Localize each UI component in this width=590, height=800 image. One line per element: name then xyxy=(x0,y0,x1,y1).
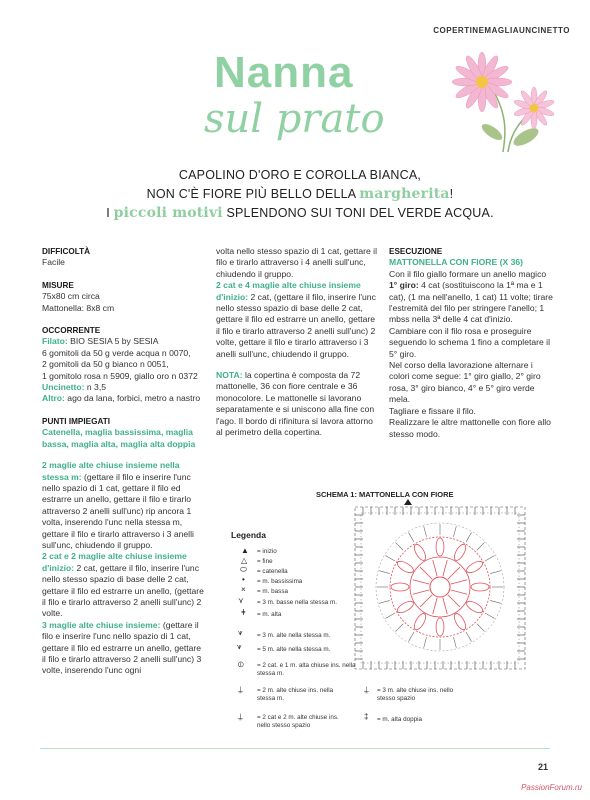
three-dc-cluster-symbol-icon: ⍊ xyxy=(364,685,369,694)
chart-petal xyxy=(452,543,468,563)
stitch-def-3-label: 3 maglie alte chiuse insieme: xyxy=(42,619,161,630)
chart-petal xyxy=(396,599,416,615)
chart-inner-spoke xyxy=(420,595,432,607)
measures-size: 75x80 cm circa xyxy=(42,291,100,302)
footer-rule xyxy=(40,748,550,749)
chart-petal xyxy=(465,599,485,615)
execution-step-5: Tagliare e fissare il filo. xyxy=(389,405,476,416)
legend-item-3: = m. bassissima xyxy=(257,578,303,585)
hook-line xyxy=(42,382,207,393)
materials-heading: OCCORRENTE xyxy=(42,326,101,336)
chart-petal xyxy=(436,618,444,636)
chart-outer-spoke xyxy=(485,613,495,619)
intro-text xyxy=(60,166,540,223)
stitch-def-3 xyxy=(42,620,207,677)
note-label: NOTA: xyxy=(216,370,243,381)
chain-symbol-icon: ⬭ xyxy=(240,565,247,574)
ch2-two-dc-cluster-symbol-icon: ⍊ xyxy=(238,712,243,721)
other-line xyxy=(42,393,207,404)
daisy-illustration xyxy=(448,52,558,162)
page-subtitle: sul prato xyxy=(204,96,385,142)
slip-stitch-symbol-icon: • xyxy=(242,575,245,584)
hook-label: Uncinetto: xyxy=(42,382,85,393)
chart-outer-spoke xyxy=(385,556,395,562)
chart-inner-spoke xyxy=(443,598,447,614)
other-label: Altro: xyxy=(42,393,65,404)
chart-outer-spoke xyxy=(379,571,390,574)
legend-item-6: = m. alta xyxy=(257,611,282,618)
execution-subheading: MATTONELLA CON FIORE (X 36) xyxy=(389,257,523,268)
chart-petal xyxy=(412,543,428,563)
end-symbol-icon: △ xyxy=(241,556,248,565)
intro-line-3c: SPLENDONO SUI TONI DEL VERDE ACQUA. xyxy=(222,206,494,220)
crochet-chart-diagram xyxy=(349,497,531,675)
stitch-def-2-text: 2 cat, gettare il filo, inserire l'unc nello stesso spazio di base delle 2 cat, gettare il filo ed estrarre un anello, (gettare il filo e tirarlo attraverso 2 anelli sull'unc) 2 volte. xyxy=(42,562,204,619)
legend-item-13: = m. alta doppia xyxy=(377,716,422,723)
yarn-label: Filato: xyxy=(42,336,68,347)
yarn-color-3: 1 gomitolo rosa n 5909, giallo oro n 0372 xyxy=(42,370,198,381)
stitch-def-4-label: 2 cat e 4 maglie alte chiuse insieme d'inizio: xyxy=(216,280,361,302)
stitch-def-3-cont: volta nello stesso spazio di 1 cat, gettare il filo e tirarlo attraverso i 4 anelli sull'unc, chiudendo il gruppo. xyxy=(216,246,377,279)
chart-inner-spoke xyxy=(448,595,460,607)
legend-title: Legenda xyxy=(231,530,266,540)
magazine-section-label: COPERTINEMAGLIAUNCINETTO xyxy=(433,26,570,35)
chart-outer-spoke xyxy=(490,600,501,603)
stitch-def-1-text: (gettare il filo e inserire l'unc nello spazio di 1 cat, gettare il filo ed estrarre un anello, gettare il filo e tirarlo attraverso 2 anelli sull'unc) rip ancora 1 volta, inserendo l'unc nella stessa m, gettare il filo e tirarlo attraverso i 3 anelli sull'unc, chiudendo il gruppo. xyxy=(42,471,194,550)
column-right xyxy=(389,246,554,440)
round-1-text: 4 cat (sostituiscono la 1ª ma e 1 cat), (1 ma nell'anello, 1 cat) 11 volte; tirare l'estremità del filo per stringere l'anello; 1 mbss nella 3ª delle 4 cat d'inizio. xyxy=(389,280,553,325)
difficulty-value: Facile xyxy=(42,257,65,268)
intro-line-3a: I xyxy=(106,206,114,220)
two-dc-cluster-symbol-icon: ⍊ xyxy=(238,685,243,694)
legend-item-11: = 3 m. alte chiuse ins. nello stesso spazio xyxy=(377,687,454,702)
chart-inner-spoke xyxy=(413,590,429,594)
five-dc-same-stitch-symbol-icon: ⩛ xyxy=(237,642,242,651)
treble-crochet-symbol-icon: ‡ xyxy=(364,712,369,721)
chart-outer-spoke xyxy=(466,632,472,642)
chart-inner-spoke xyxy=(433,598,437,614)
chart-outer-spoke xyxy=(424,526,427,537)
stitches-list: Catenella, maglia bassissima, maglia bassa, maglia alta, maglia alta doppia xyxy=(42,427,196,449)
chart-inner-spoke xyxy=(443,560,447,576)
legend-item-9: = 2 cat. e 1 m. alta chiuse ins. nella stessa m. xyxy=(257,662,356,677)
execution-step-3: Cambiare con il filo rosa e proseguire seguendo lo schema 1 fino a completare il 5° giro. xyxy=(389,325,550,359)
stitch-def-4 xyxy=(216,280,379,360)
chart-petal xyxy=(412,612,428,632)
note xyxy=(216,370,379,438)
chart-outer-spoke xyxy=(424,637,427,648)
legend-item-12: = 2 cat e 2 m. alte chiuse ins. nello stesso spazio xyxy=(257,714,339,729)
chart-outer-spoke xyxy=(466,532,472,542)
execution-step-6: Realizzare le altre mattonelle con fiore allo stesso modo. xyxy=(389,417,551,439)
page-title: Nanna xyxy=(214,48,354,97)
chart-outer-spoke xyxy=(490,571,501,574)
measures-heading: MISURE xyxy=(42,280,74,290)
legend-item-5: = 3 m. basse nella stessa m. xyxy=(257,599,337,606)
difficulty-heading: DIFFICOLTÀ xyxy=(42,247,91,256)
stitch-def-3-text: (gettare il filo e inserire l'unc nello spazio di 1 cat, gettare il filo ed estrarre un anello, gettare il filo e tirarlo attraverso 2 anelli sull'unc) 3 volte, inserendo l'unc ogni xyxy=(42,619,202,676)
stitch-def-1-label: 2 maglie alte chiuse insieme nella stessa m: xyxy=(42,460,180,482)
chart-outer-spoke xyxy=(477,624,485,632)
chart-outer-spoke xyxy=(379,600,390,603)
intro-line-2c: ! xyxy=(449,187,454,201)
three-dc-same-stitch-symbol-icon: ⩛ xyxy=(238,628,243,637)
chart-outer-spoke xyxy=(395,624,403,632)
yarn-color-1: 6 gomitoli da 50 g verde acqua n 0070, xyxy=(42,347,191,358)
note-text: la copertina è composta da 72 mattonelle, 36 con fiore centrale e 36 monocolore. Le mattonelle si lavorano separatamente e si uniscono alla fine con l'ago. Il bordo di rifinitura si lavora attorno al perimetro della copertina. xyxy=(216,370,375,438)
watermark: PassionForum.ru xyxy=(521,783,582,792)
chart-outer-spoke xyxy=(385,613,395,619)
legend-item-8: = 5 m. alte nella stessa m. xyxy=(257,646,331,653)
chart-inner-spoke xyxy=(451,590,467,594)
chart-inner-spoke xyxy=(413,580,429,584)
yarn-line xyxy=(42,336,207,347)
intro-line-1: CAPOLINO D'ORO E COROLLA BIANCA, xyxy=(178,168,422,182)
execution-round-1 xyxy=(389,280,554,326)
chart-petal xyxy=(396,559,416,575)
chart-inner-spoke xyxy=(451,580,467,584)
legend-item-4: = m. bassa xyxy=(257,588,288,595)
chart-petal xyxy=(452,612,468,632)
round-1-label: 1° giro: xyxy=(389,280,419,291)
chart-outer-spoke xyxy=(477,542,485,550)
execution-step-1: Con il filo giallo formare un anello magico xyxy=(389,268,547,279)
chart-petal xyxy=(436,538,444,556)
column-middle xyxy=(216,246,379,439)
yarn-color-2: 2 gomitoli da 50 g bianco n 0051, xyxy=(42,359,169,370)
column-left xyxy=(42,246,207,677)
execution-heading: ESECUZIONE xyxy=(389,247,443,256)
stitch-def-1 xyxy=(42,460,207,551)
three-single-crochet-symbol-icon: ⋎ xyxy=(238,596,244,605)
measures-tile: Mattonella: 8x8 cm xyxy=(42,302,115,313)
chart-inner-spoke xyxy=(448,567,460,579)
legend-item-10: = 2 m. alte chiuse ins. nella stessa m. xyxy=(257,687,334,702)
scheme-title: SCHEMA 1: MATTONELLA CON FIORE xyxy=(316,490,454,499)
chart-outer-spoke xyxy=(409,632,415,642)
chart-inner-spoke xyxy=(420,567,432,579)
ch2-dc-cluster-symbol-icon: ⦶ xyxy=(238,660,244,669)
stitch-def-2-label: 2 cat e 2 maglie alte chiuse insieme d'inizio: xyxy=(42,551,187,573)
start-symbol-icon: ▲ xyxy=(241,546,249,555)
chart-outer-spoke xyxy=(485,556,495,562)
chart-outer-spoke xyxy=(453,637,456,648)
single-crochet-symbol-icon: × xyxy=(241,585,246,594)
legend-item-7: = 3 m. alte nella stessa m. xyxy=(257,632,331,639)
legend-item-1: = fine xyxy=(257,558,273,565)
page-number: 21 xyxy=(537,762,548,772)
chart-outer-spoke xyxy=(395,542,403,550)
intro-accent-motivi: piccoli motivi xyxy=(113,205,223,221)
chart-outer-spoke xyxy=(409,532,415,542)
hook-value: n 3,5 xyxy=(84,382,107,393)
legend-item-0: = inizio xyxy=(257,548,277,555)
chart-petal xyxy=(391,583,409,591)
stitches-heading: PUNTI IMPIEGATI xyxy=(42,416,111,426)
intro-line-2a: NON C'È FIORE PIÙ BELLO DELLA xyxy=(146,187,360,201)
chart-outer-spoke xyxy=(453,526,456,537)
execution-step-4: Nel corso della lavorazione alternare i colori come segue: 1° giro giallo, 2° giro rosa, 3° giro bianco, 4° e 5° giro verde mela. xyxy=(389,360,541,405)
intro-accent-margherita: margherita xyxy=(359,186,450,202)
legend-item-2: = catenella xyxy=(257,568,288,575)
stitch-def-4-text: 2 cat, (gettare il filo, inserire l'unc nello stesso spazio di base delle 2 cat, gettare il filo ed estrarre un anello, gettare il filo e tirarlo attraverso 2 anelli sull'unc) 2 volte, gettare il filo e tirarlo attraverso i 3 anelli sull'unc, chiudendo il gruppo. xyxy=(216,291,376,359)
chart-petal xyxy=(465,559,485,575)
chart-petal xyxy=(471,583,489,591)
double-crochet-symbol-icon: ǂ xyxy=(241,608,246,617)
stitch-def-2 xyxy=(42,551,207,619)
yarn-value: BIO SESIA 5 by SESIA xyxy=(67,336,159,347)
chart-inner-spoke xyxy=(433,560,437,576)
other-value: ago da lana, forbici, metro a nastro xyxy=(64,393,201,404)
